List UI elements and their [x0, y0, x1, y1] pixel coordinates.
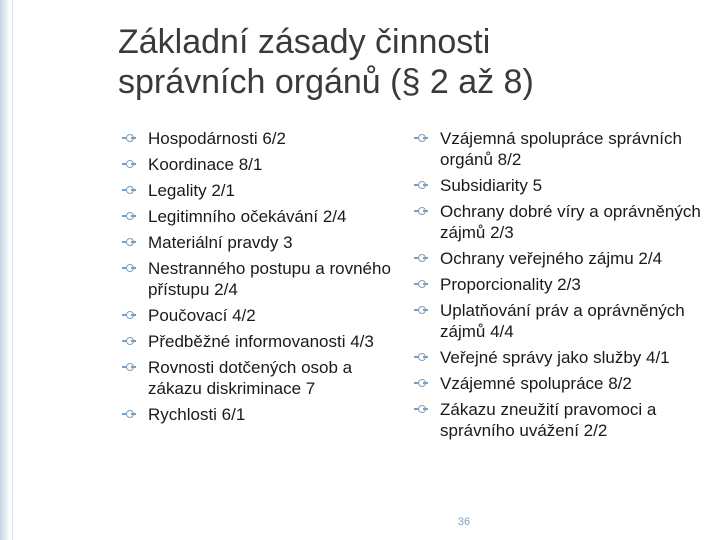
- page-number: 36: [457, 516, 471, 528]
- list-item-text: Rovnosti dotčených osob a zákazu diskriminace 7: [148, 358, 353, 398]
- bullet-icon: [122, 133, 136, 143]
- bullet-icon: [122, 185, 136, 195]
- bullet-icon: [122, 362, 136, 372]
- list-item: [120, 128, 392, 149]
- list-item-text: Legality 2/1: [148, 181, 235, 200]
- list-item: [412, 128, 708, 170]
- slide-title-line-1: Základní zásady činnosti: [118, 23, 491, 61]
- bullet-icon: [414, 305, 428, 315]
- bullet-icon: [414, 352, 428, 362]
- list-item: [120, 404, 392, 425]
- bullet-icon: [414, 133, 428, 143]
- list-item: [120, 180, 392, 201]
- bullet-icon: [414, 378, 428, 388]
- list-item: [120, 258, 392, 300]
- left-bullet-list: [120, 128, 392, 430]
- list-item-text: Ochrany dobré víry a oprávněných zájmů 2/3: [440, 202, 701, 242]
- list-item: [120, 357, 392, 399]
- list-item-text: Proporcionality 2/3: [440, 275, 581, 294]
- list-item: [120, 331, 392, 352]
- list-item: [120, 206, 392, 227]
- list-item-text: Vzájemné spolupráce 8/2: [440, 374, 632, 393]
- slide-title-line-2: správních orgánů (§ 2 až 8): [118, 63, 534, 101]
- bullet-icon: [414, 206, 428, 216]
- right-bullet-list: [412, 128, 708, 446]
- bullet-icon: [122, 159, 136, 169]
- list-item: [120, 305, 392, 326]
- bullet-icon: [122, 211, 136, 221]
- list-item-text: Subsidiarity 5: [440, 176, 543, 195]
- list-item-text: Zákazu zneužití pravomoci a správního uvážení 2/2: [440, 400, 657, 440]
- list-item: [120, 232, 392, 253]
- list-item-text: Nestranného postupu a rovného přístupu 2/4: [148, 259, 391, 299]
- list-item-text: Ochrany veřejného zájmu 2/4: [440, 249, 663, 268]
- left-edge-line: [12, 0, 13, 540]
- list-item: [412, 300, 708, 342]
- list-item: [412, 373, 708, 394]
- list-item: [412, 399, 708, 441]
- list-item-text: Rychlosti 6/1: [148, 405, 246, 424]
- list-item: [412, 274, 708, 295]
- list-item-text: Poučovací 4/2: [148, 306, 256, 325]
- bullet-icon: [414, 404, 428, 414]
- list-item-text: Předběžné informovanosti 4/3: [148, 332, 374, 351]
- list-item: [120, 154, 392, 175]
- list-item-text: Koordinace 8/1: [148, 155, 263, 174]
- list-item-text: Hospodárnosti 6/2: [148, 129, 286, 148]
- left-decorative-edge: [0, 0, 10, 540]
- bullet-icon: [122, 409, 136, 419]
- bullet-icon: [414, 180, 428, 190]
- list-item: [412, 248, 708, 269]
- bullet-icon: [414, 279, 428, 289]
- list-item: [412, 175, 708, 196]
- list-item-text: Veřejné správy jako služby 4/1: [440, 348, 670, 367]
- bullet-icon: [122, 336, 136, 346]
- list-item-text: Vzájemná spolupráce správních orgánů 8/2: [440, 129, 682, 169]
- bullet-icon: [122, 310, 136, 320]
- list-item-text: Legitimního očekávání 2/4: [148, 207, 347, 226]
- slide-title: [118, 22, 678, 102]
- list-item: [412, 201, 708, 243]
- bullet-icon: [122, 263, 136, 273]
- list-item-text: Uplatňování práv a oprávněných zájmů 4/4: [440, 301, 685, 341]
- list-item: [412, 347, 708, 368]
- bullet-icon: [122, 237, 136, 247]
- bullet-icon: [414, 253, 428, 263]
- list-item-text: Materiální pravdy 3: [148, 233, 293, 252]
